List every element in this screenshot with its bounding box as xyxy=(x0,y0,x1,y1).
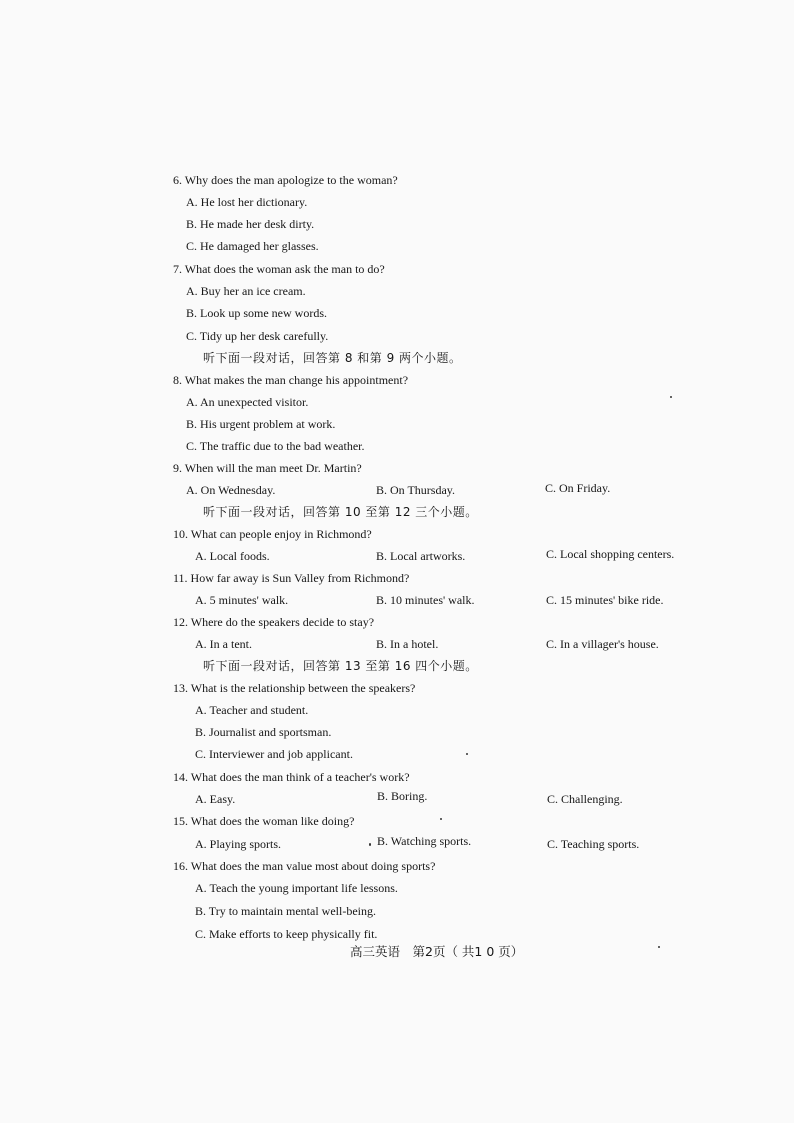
q8-option-b: B. His urgent problem at work. xyxy=(186,417,336,431)
q15-option-b: B. Watching sports. xyxy=(377,834,472,848)
q16-option-c: C. Make efforts to keep physically fit. xyxy=(195,927,378,941)
q15-options-row xyxy=(195,836,755,852)
q16-option-b: B. Try to maintain mental well-being. xyxy=(195,904,376,918)
q14-option-a: A. Easy. xyxy=(195,792,236,806)
q13-option-c: C. Interviewer and job applicant. xyxy=(195,747,353,761)
question-8: 8. What makes the man change his appointment? xyxy=(173,373,409,387)
q9-option-b: B. On Thursday. xyxy=(376,483,455,497)
q6-option-c: C. He damaged her glasses. xyxy=(186,239,319,253)
question-14: 14. What does the man think of a teacher's work? xyxy=(173,770,410,784)
q10-option-b: B. Local artworks. xyxy=(376,549,466,563)
q8-option-a: A. An unexpected visitor. xyxy=(186,395,309,409)
scan-speck xyxy=(440,818,442,820)
q11-option-c: C. 15 minutes' bike ride. xyxy=(546,593,664,607)
q10-options-row xyxy=(195,548,755,564)
question-11: 11. How far away is Sun Valley from Richmond? xyxy=(173,571,410,585)
q11-option-a: A. 5 minutes' walk. xyxy=(195,593,289,607)
q7-option-b: B. Look up some new words. xyxy=(186,306,327,320)
q16-option-a: A. Teach the young important life lessons. xyxy=(195,881,398,895)
q7-option-c: C. Tidy up her desk carefully. xyxy=(186,329,329,343)
q6-option-b: B. He made her desk dirty. xyxy=(186,217,315,231)
q8-option-c: C. The traffic due to the bad weather. xyxy=(186,439,365,453)
q6-option-a: A. He lost her dictionary. xyxy=(186,195,308,209)
q11-options-row xyxy=(195,592,755,608)
q7-option-a: A. Buy her an ice cream. xyxy=(186,284,306,298)
scan-speck xyxy=(658,946,660,948)
question-7: 7. What does the woman ask the man to do? xyxy=(173,262,385,276)
instruction-8-9: 听下面一段对话，回答第 8 和第 9 两个小题。 xyxy=(203,351,462,365)
q10-option-c: C. Local shopping centers. xyxy=(546,547,675,561)
question-15: 15. What does the woman like doing? xyxy=(173,814,355,828)
q14-option-b: B. Boring. xyxy=(377,789,428,803)
q15-option-c: C. Teaching sports. xyxy=(547,837,640,851)
q9-option-a: A. On Wednesday. xyxy=(186,483,276,497)
q12-option-b: B. In a hotel. xyxy=(376,637,439,651)
question-10: 10. What can people enjoy in Richmond? xyxy=(173,527,372,541)
q12-option-c: C. In a villager's house. xyxy=(546,637,659,651)
q12-option-a: A. In a tent. xyxy=(195,637,252,651)
question-12: 12. Where do the speakers decide to stay? xyxy=(173,615,375,629)
scan-speck xyxy=(466,753,468,755)
q12-options-row xyxy=(195,636,755,652)
instruction-13-16: 听下面一段对话，回答第 13 至第 16 四个小题。 xyxy=(203,659,478,673)
q11-option-b: B. 10 minutes' walk. xyxy=(376,593,475,607)
question-6: 6. Why does the man apologize to the woman? xyxy=(173,173,398,187)
scan-speck xyxy=(670,396,672,398)
q13-option-b: B. Journalist and sportsman. xyxy=(195,725,332,739)
page-footer: 高三英语 第2页（ 共1 0 页） xyxy=(350,944,524,959)
question-13: 13. What is the relationship between the speakers? xyxy=(173,681,416,695)
q14-option-c: C. Challenging. xyxy=(547,792,623,806)
question-16: 16. What does the man value most about doing sports? xyxy=(173,859,436,873)
q13-option-a: A. Teacher and student. xyxy=(195,703,309,717)
q14-options-row xyxy=(195,791,755,807)
instruction-10-12: 听下面一段对话，回答第 10 至第 12 三个小题。 xyxy=(203,505,478,519)
question-9: 9. When will the man meet Dr. Martin? xyxy=(173,461,362,475)
scan-speck xyxy=(369,843,371,846)
q9-options-row xyxy=(186,482,766,498)
q10-option-a: A. Local foods. xyxy=(195,549,270,563)
q15-option-a: A. Playing sports. xyxy=(195,837,282,851)
q9-option-c: C. On Friday. xyxy=(545,481,611,495)
